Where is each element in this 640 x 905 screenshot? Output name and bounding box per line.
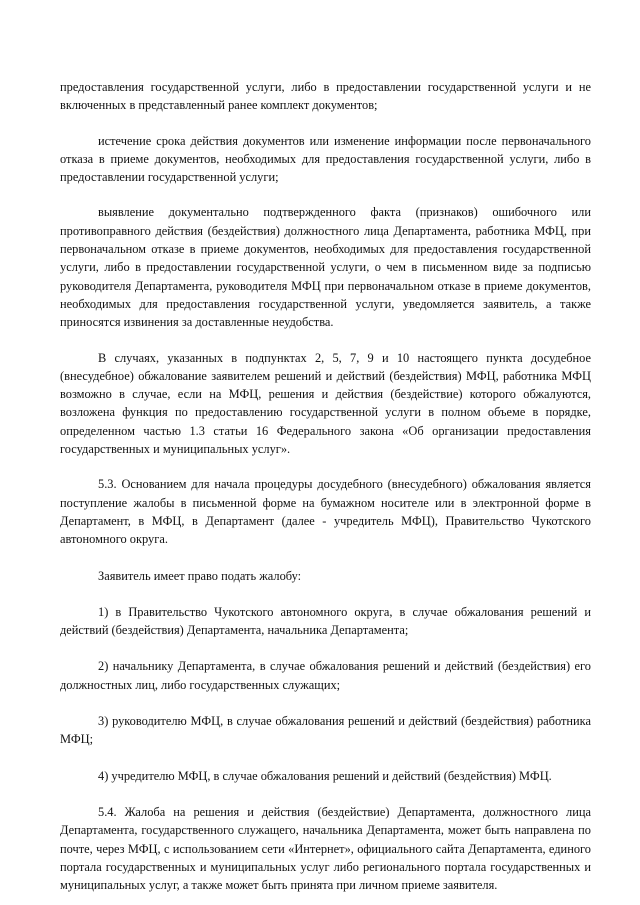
paragraph-section-5-3: 5.3. Основанием для начала процедуры досудебного (внесудебного) обжалования является поступление жалобы в письменной форме на бумажном носителе или в электронной форме в Департамент, в МФЦ, в Департамент (далее - учредитель МФЦ), Правительство Чукотского автономного округа.	[60, 477, 591, 547]
list-item-1: 1) в Правительство Чукотского автономного округа, в случае обжалования решений и действий (бездействия) Департамента, начальника Департамента;	[60, 604, 591, 638]
paragraph-document-expiry: истечение срока действия документов или изменение информации после первоначального отказа в приеме документов, необходимых для предоставления государственной услуги, либо в предоставлении государственной услуги;	[60, 133, 591, 185]
list-item-3: 3) руководителю МФЦ, в случае обжалования решений и действий (бездействия) работника МФЦ;	[60, 714, 591, 747]
list-item-2: 2) начальнику Департамента, в случае обжалования решений и действий (бездействия) его должностных лиц, либо государственных служащих;	[60, 659, 591, 692]
paragraph-continuation: предоставления государственной услуги, либо в предоставлении государственной услуги и не включенных в представленный ранее комплект документов;	[60, 80, 591, 113]
paragraph-error-detection: выявление документально подтвержденного факта (признаков) ошибочного или противоправного действия (бездействия) должностного лица Департамента, работника МФЦ, при первоначальном отказе в приеме документов, необходимых для предоставления государственной услуги, либо в предоставлении государственной услуги, о чем в письменном виде за подписью руководителя Департамента, руководителя МФЦ при первоначальном отказе в приеме документов, необходимых для предоставления государственной услуги, уведомляется заявитель, а также приносятся извинения за доставленные неудобства.	[60, 205, 591, 330]
list-item-4: 4) учредителю МФЦ, в случае обжалования решений и действий (бездействия) МФЦ.	[98, 768, 552, 783]
paragraph-mfc-appeal-cases: В случаях, указанных в подпунктах 2, 5, 7, 9 и 10 настоящего пункта досудебное (внесудебное) обжалование заявителем решений и действий (бездействия) МФЦ, работника МФЦ возможно в случае, если на МФЦ, решения и действия (бездействие) которого обжалуются, возложена функция по предоставлению государственной услуги в полном объеме в порядке, определенном частью 1.3 статьи 16 Федерального закона «Об организации предоставления государственных и муниципальных услуг».	[60, 350, 591, 457]
paragraph-complaint-right: Заявитель имеет право подать жалобу:	[98, 568, 302, 583]
paragraph-section-5-4: 5.4. Жалоба на решения и действия (бездействие) Департамента, должностного лица Департамента, государственного служащего, начальника Департамента, может быть направлена по почте, через МФЦ, с использованием сети «Интернет», официального сайта Департамента, единого портала государственных и муниципальных услуг либо регионального портала государственных и муниципальных услуг, а также может быть принята при личном приеме заявителя.	[60, 804, 591, 893]
